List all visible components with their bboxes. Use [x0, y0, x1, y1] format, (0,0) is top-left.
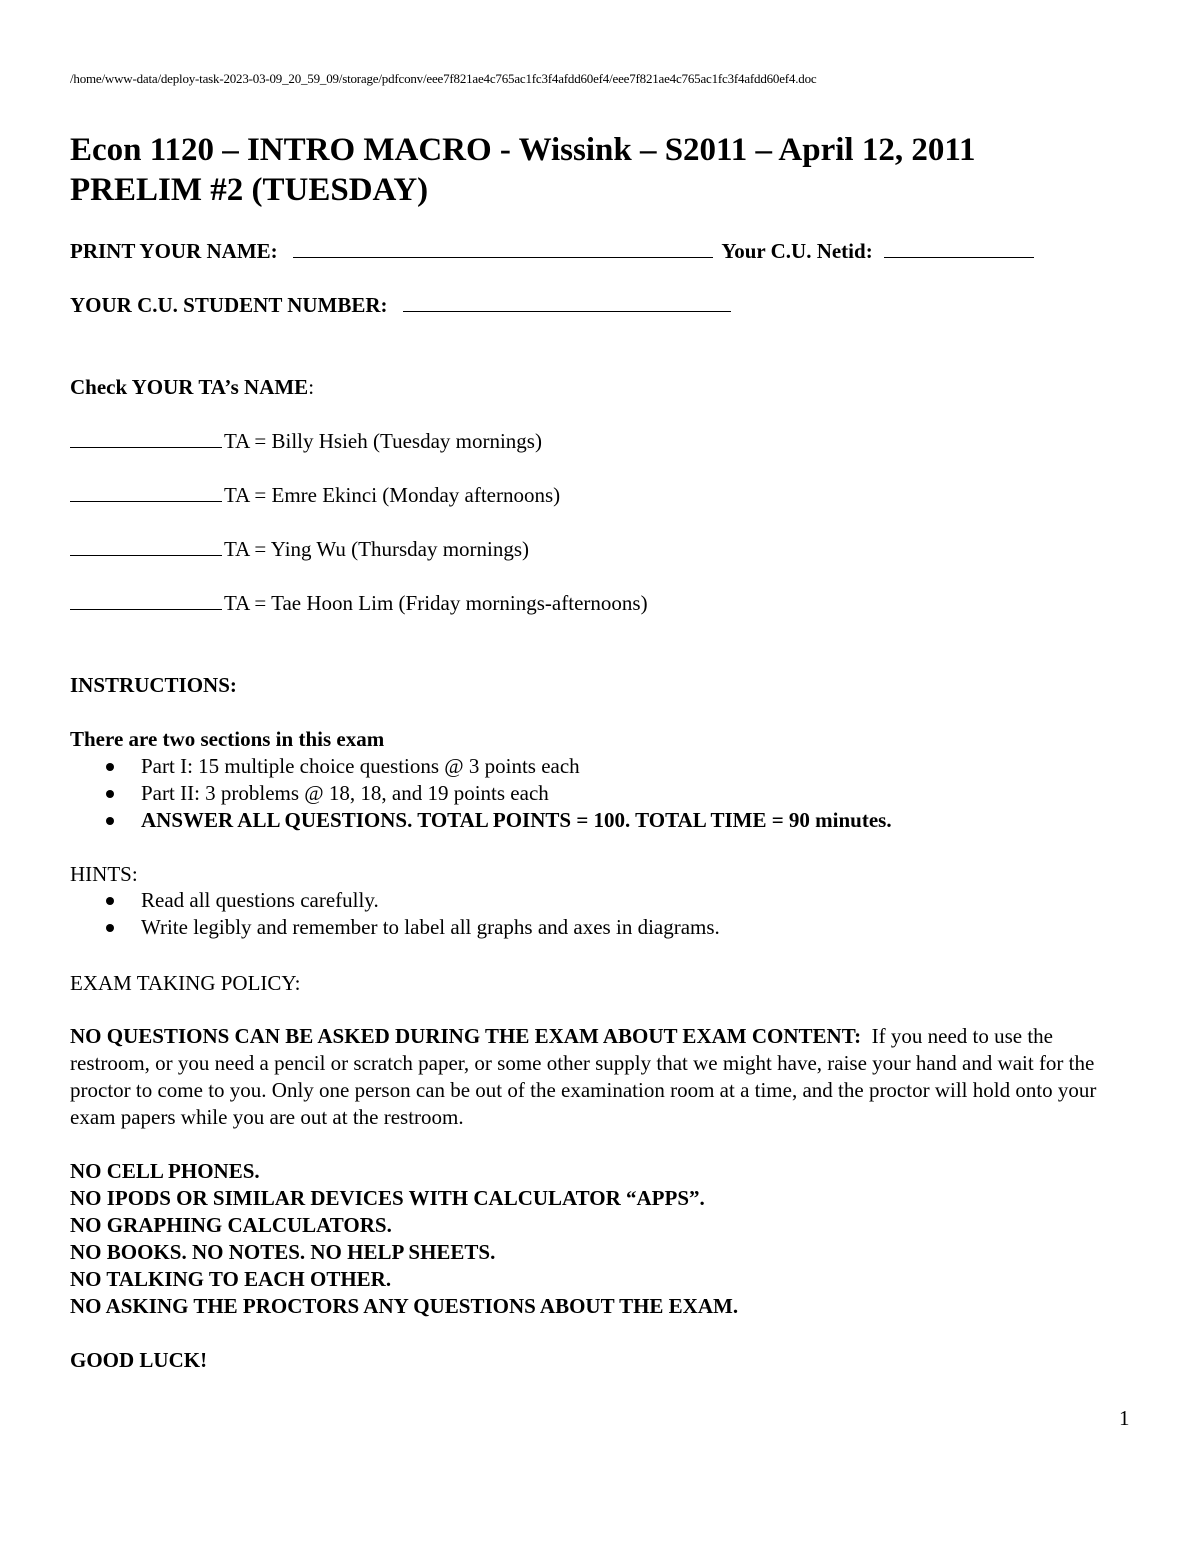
list-item: Part I: 15 multiple choice questions @ 3 points each [70, 753, 892, 780]
list-item: Part II: 3 problems @ 18, 18, and 19 points each [70, 780, 892, 807]
ta-check-blank[interactable] [70, 483, 222, 502]
spacer [70, 1320, 738, 1347]
rule-item: NO GRAPHING CALCULATORS. [70, 1213, 392, 1237]
list-item: Write legibly and remember to label all graphs and axes in diagrams. [70, 914, 720, 941]
rule-item: NO BOOKS. NO NOTES. NO HELP SHEETS. [70, 1240, 496, 1264]
title-line-2: PRELIM #2 (TUESDAY) [70, 172, 429, 208]
policy-body: If you need to use the restroom, or you need a pencil or scratch paper, or some other supply that we might have, raise your hand and wait for the proctor to come to you. Only one person can be out of the examination room at a time, and the proctor will hold onto your exam papers while you are out at the restroom. [70, 1024, 1097, 1129]
student-number-blank[interactable] [403, 293, 731, 312]
rule-item: NO IPODS OR SIMILAR DEVICES WITH CALCULATOR “APPS”. [70, 1186, 705, 1210]
hints-list [70, 887, 720, 941]
netid-label: Your C.U. Netid: [721, 239, 873, 263]
page-number: 1 [1119, 1406, 1130, 1430]
instructions-list [70, 753, 892, 834]
name-netid-row [70, 238, 1038, 264]
page-title [70, 130, 976, 210]
ta-check-blank[interactable] [70, 591, 222, 610]
policy-lead: NO QUESTIONS CAN BE ASKED DURING THE EXAM ABOUT EXAM CONTENT: [70, 1024, 862, 1048]
ta-check-blank[interactable] [70, 537, 222, 556]
ta-check-blank[interactable] [70, 429, 222, 448]
closing-text: GOOD LUCK! [70, 1348, 208, 1372]
list-item: Read all questions carefully. [70, 887, 720, 914]
policy-paragraph [70, 1023, 1130, 1131]
ta-option: TA = Ying Wu (Thursday mornings) [70, 536, 529, 562]
ta-option: TA = Tae Hoon Lim (Friday mornings-afternoons) [70, 590, 648, 616]
policy-heading: EXAM TAKING POLICY: [70, 971, 301, 995]
rule-item: NO TALKING TO EACH OTHER. [70, 1267, 392, 1291]
ta-option: TA = Emre Ekinci (Monday afternoons) [70, 482, 560, 508]
name-blank[interactable] [293, 239, 713, 258]
rule-item: NO CELL PHONES. [70, 1159, 260, 1183]
rules-list [70, 1158, 738, 1374]
student-number-label: YOUR C.U. STUDENT NUMBER: [70, 293, 388, 317]
ta-option: TA = Billy Hsieh (Tuesday mornings) [70, 428, 542, 454]
sections-heading: There are two sections in this exam [70, 727, 385, 751]
hints-heading: HINTS: [70, 862, 138, 886]
rule-item: NO ASKING THE PROCTORS ANY QUESTIONS ABOUT THE EXAM. [70, 1294, 739, 1318]
ta-heading: Check YOUR TA’s NAME: [70, 375, 315, 399]
title-line-1: Econ 1120 – INTRO MACRO - Wissink – S2011 – April 12, 2011 [70, 132, 976, 168]
student-number-row [70, 292, 735, 318]
list-item: ANSWER ALL QUESTIONS. TOTAL POINTS = 100. TOTAL TIME = 90 minutes. [70, 807, 892, 834]
netid-blank[interactable] [884, 239, 1034, 258]
instructions-heading: INSTRUCTIONS: [70, 673, 237, 697]
file-path: /home/www-data/deploy-task-2023-03-09_20_59_09/storage/pdfconv/eee7f821ae4c765ac1fc3f4afdd60ef4/eee7f821ae4c765ac1fc3f4afdd60ef4.doc [70, 71, 817, 86]
name-label: PRINT YOUR NAME: [70, 239, 278, 263]
